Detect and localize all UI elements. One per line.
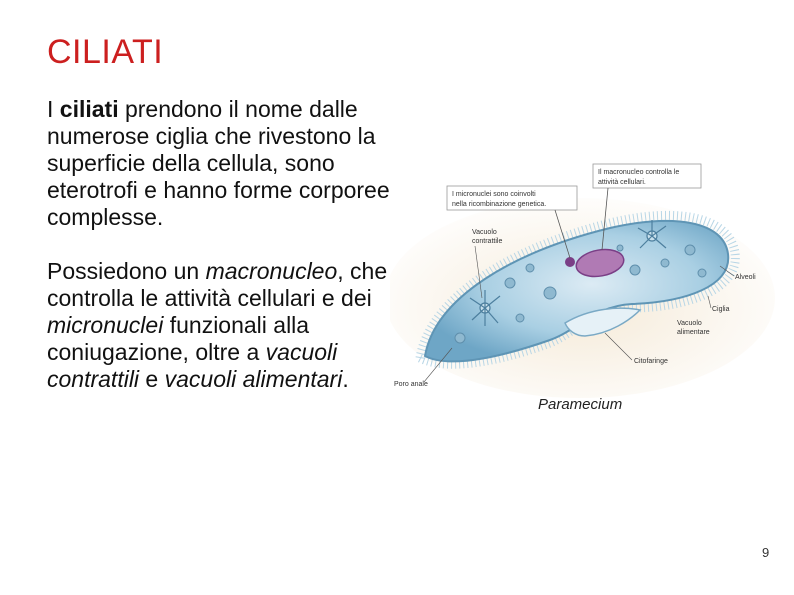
text-run: e <box>139 366 165 392</box>
text-run: ciliati <box>59 96 119 122</box>
label-vacuolo-alimentare-2: alimentare <box>677 329 710 336</box>
text-run: prendono il nome dalle numerose ciglia che rivestono la superficie della cellula, sono eterotrofi e hanno forme corporee complesse. <box>47 96 390 230</box>
label-poro-anale: Poro anale <box>394 381 428 388</box>
page-number: 9 <box>762 545 770 560</box>
label-macronucleo-2: attività cellulari. <box>598 179 646 186</box>
slide-title: CILIATI <box>47 33 164 71</box>
paragraph-ciliati-intro <box>47 96 392 231</box>
text-run: Possiedono un <box>47 258 206 284</box>
label-vacuolo-contrattile-1: Vacuolo <box>472 229 497 236</box>
paragraph-nuclei-vacuoles <box>47 258 392 393</box>
paramecium-illustration <box>390 158 785 403</box>
micronucleus <box>565 257 575 267</box>
text-run: funzionali alla coniugazione, oltre a <box>47 312 310 365</box>
label-citofaringe: Citofaringe <box>634 358 668 365</box>
body-text <box>47 96 392 393</box>
text-run: I <box>47 96 60 122</box>
text-run: macronucleo <box>205 258 338 284</box>
figure-caption: Paramecium <box>538 396 623 413</box>
text-run: , che controlla le attività cellulari e dei <box>47 258 388 311</box>
text-run: vacuoli contrattili <box>47 339 338 392</box>
label-vacuolo-contrattile-2: contrattile <box>472 238 503 245</box>
text-run: vacuoli alimentari <box>164 366 343 392</box>
text-run: micronuclei <box>47 312 164 338</box>
text-run: . <box>342 366 349 392</box>
label-macronucleo-1: Il macronucleo controlla le <box>598 169 680 176</box>
label-ciglia: Ciglia <box>712 306 730 313</box>
label-alveoli: Alveoli <box>735 274 756 281</box>
label-vacuolo-alimentare-1: Vacuolo <box>677 320 702 327</box>
label-micronuclei-1: I micronuclei sono coinvolti <box>452 191 536 198</box>
label-micronuclei-2: nella ricombinazione genetica. <box>452 201 547 208</box>
